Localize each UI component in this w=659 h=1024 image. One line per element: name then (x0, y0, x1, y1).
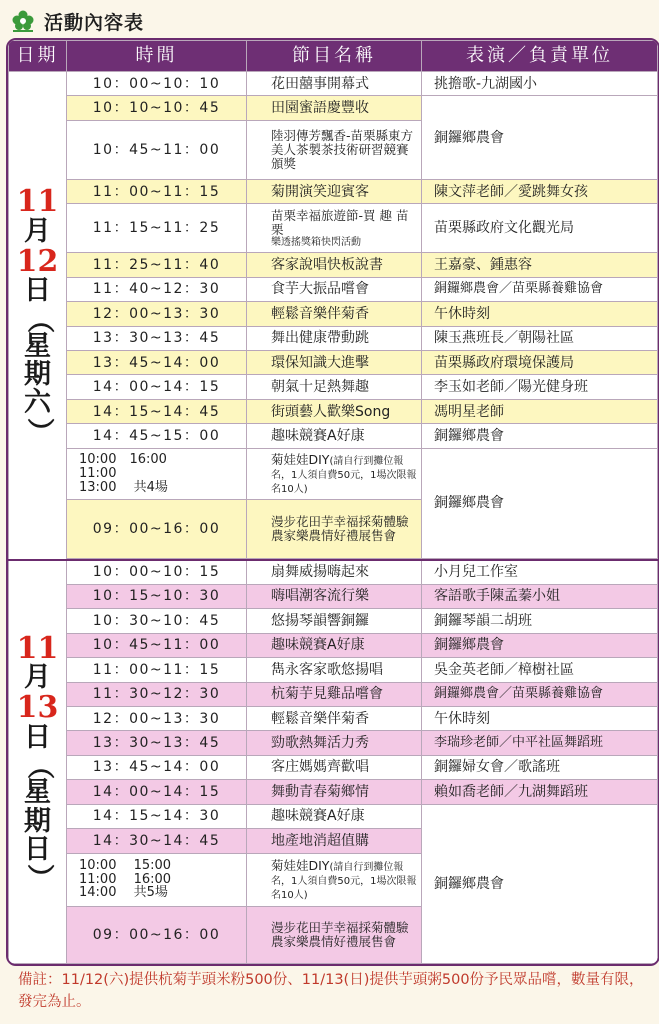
table-row (9, 584, 658, 608)
row-time: 10:00 16:00 11:00 13:00 共4場 (67, 448, 247, 499)
table-row (9, 399, 658, 423)
row-program: 悠揚琴韻響銅鑼 (247, 609, 422, 633)
row-unit: 苗栗縣政府環境保護局 (422, 351, 658, 375)
row-time: 10：45~11：00 (67, 633, 247, 657)
table-row (9, 179, 658, 203)
row-unit: 李瑞珍老師／中平社區舞蹈班 (422, 731, 658, 755)
row-program-note: (請自行到攤位報名，1人須自費50元，1場次限報名10人) (271, 455, 417, 495)
title-bar (10, 6, 144, 36)
footer-label: 備註： (18, 972, 62, 988)
row-program: 趣味競賽A好康 (247, 633, 422, 657)
row-program: 地產地消超值購 (247, 829, 422, 853)
row-program: 扇舞威揚嗨起來 (247, 560, 422, 584)
row-unit: 挑擔歌-九湖國小 (422, 72, 658, 96)
row-time: 10：30~10：45 (67, 609, 247, 633)
schedule-table (6, 38, 659, 966)
date-paren-close: ） (22, 417, 54, 445)
row-program (247, 448, 422, 499)
row-time: 14：00~14：15 (67, 375, 247, 399)
row-unit: 銅鑼鄉農會／苗栗縣養雞協會 (422, 277, 658, 301)
row-program-title: 菊娃娃DIY (271, 451, 330, 467)
table-row (9, 755, 658, 779)
row-time: 12：00~13：30 (67, 706, 247, 730)
row-time: 11：40~12：30 (67, 277, 247, 301)
table-row (9, 560, 658, 584)
row-program: 杭菊芋見雞品嚐會 (247, 682, 422, 706)
row-unit: 賴如喬老師／九湖舞蹈班 (422, 780, 658, 804)
footer-text: 11/12(六)提供杭菊芋頭米粉500份、11/13(日)提供芋頭粥500份予民眾品嚐，數量有限，發完為止。 (18, 972, 644, 1011)
date-weekday-3: 六 (24, 387, 51, 419)
row-time: 10：00~10：15 (67, 560, 247, 584)
row-unit: 小月兒工作室 (422, 560, 658, 584)
row-time: 10：15~10：30 (67, 584, 247, 608)
row-time: 14：45~15：00 (67, 424, 247, 448)
row-unit: 客語歌手陳孟蓁小姐 (422, 584, 658, 608)
row-unit: 銅鑼鄉農會 (422, 424, 658, 448)
table-row (9, 633, 658, 657)
date-paren-open: （ (22, 752, 54, 780)
table-row (9, 658, 658, 682)
date-month: 11 (16, 630, 59, 666)
row-time: 10：00~10：10 (67, 72, 247, 96)
date-weekday-2: 期 (24, 359, 51, 391)
row-program: 環保知識大進擊 (247, 351, 422, 375)
row-time: 13：30~13：45 (67, 731, 247, 755)
row-program: 舞動青春菊鄉情 (247, 780, 422, 804)
row-unit: 馮明星老師 (422, 399, 658, 423)
row-unit: 午休時刻 (422, 706, 658, 730)
row-time: 13：45~14：00 (67, 755, 247, 779)
row-time: 09：00~16：00 (67, 906, 247, 963)
row-unit: 銅鑼鄉農會 (422, 96, 658, 180)
row-program-title: 菊娃娃DIY (271, 857, 330, 873)
row-program: 菊開演笑迎賓客 (247, 179, 422, 203)
row-unit: 銅鑼鄉農會 (422, 804, 658, 963)
row-unit: 吳金英老師／樟樹社區 (422, 658, 658, 682)
row-program: 雋永客家歌悠揚唱 (247, 658, 422, 682)
table-row (9, 253, 658, 277)
row-unit: 銅鑼鄉農會／苗栗縣養雞協會 (422, 682, 658, 706)
row-unit: 銅鑼琴韻二胡班 (422, 609, 658, 633)
table-row (9, 706, 658, 730)
row-program: 趣味競賽A好康 (247, 424, 422, 448)
row-program: 嗨唱潮客流行樂 (247, 584, 422, 608)
row-time: 13：45~14：00 (67, 351, 247, 375)
date-weekday-1: 星 (24, 777, 51, 809)
row-time: 11：25~11：40 (67, 253, 247, 277)
date-month: 11 (16, 184, 59, 220)
row-program (247, 853, 422, 906)
row-program: 食芋大振品嚐會 (247, 277, 422, 301)
footer-note (18, 969, 648, 1014)
date-weekday-3: 日 (24, 833, 51, 865)
date-day-label: 日 (24, 275, 51, 307)
row-time: 14：15~14：45 (67, 399, 247, 423)
date-paren-close: ） (22, 864, 54, 892)
row-time: 11：15~11：25 (67, 204, 247, 253)
table-header-row (9, 41, 658, 72)
row-program-note: (請自行到攤位報名，1人須自費50元，1場次限報名10人) (271, 861, 417, 901)
row-program: 漫步花田芋幸福採菊體驗農家樂農情好禮展售會 (247, 906, 422, 963)
row-time: 09：00~16：00 (67, 499, 247, 558)
date-weekday-1: 星 (24, 330, 51, 362)
row-time: 10：10~10：45 (67, 96, 247, 120)
page-title: 活動內容表 (44, 11, 145, 34)
row-time: 10:00 15:00 11:00 16:00 14:00 共5場 (67, 853, 247, 906)
col-header-program: 節目名稱 (247, 41, 422, 72)
date-cell-day1 (9, 72, 67, 560)
table-row (9, 375, 658, 399)
table-row (9, 804, 658, 828)
row-program-title: 苗栗幸福旅遊節-買 趣 苗 栗 (271, 208, 409, 237)
date-month-label: 月 (24, 662, 51, 694)
row-time: 11：00~11：15 (67, 658, 247, 682)
row-time: 11：30~12：30 (67, 682, 247, 706)
date-month-label: 月 (24, 215, 51, 247)
row-program-note: 樂透搖獎箱快閃活動 (271, 236, 361, 248)
date-paren-open: （ (22, 305, 54, 333)
date-weekday-2: 期 (24, 805, 51, 837)
row-unit: 陳玉燕班長／朝陽社區 (422, 326, 658, 350)
row-program: 勁歌熱舞活力秀 (247, 731, 422, 755)
table-row (9, 302, 658, 326)
table-row (9, 326, 658, 350)
row-program: 花田囍事開幕式 (247, 72, 422, 96)
row-program: 舞出健康帶動跳 (247, 326, 422, 350)
row-time: 10：45~11：00 (67, 120, 247, 179)
row-unit: 陳文萍老師／愛跳舞女孩 (422, 179, 658, 203)
row-program: 輕鬆音樂伴菊香 (247, 706, 422, 730)
date-day: 13 (16, 690, 59, 726)
col-header-date: 日期 (9, 41, 67, 72)
table-row (9, 780, 658, 804)
row-time: 11：00~11：15 (67, 179, 247, 203)
table-row (9, 72, 658, 96)
row-unit: 午休時刻 (422, 302, 658, 326)
table-row (9, 424, 658, 448)
row-unit: 苗栗縣政府文化觀光局 (422, 204, 658, 253)
row-program: 趣味競賽A好康 (247, 804, 422, 828)
date-day: 12 (16, 243, 59, 279)
row-time: 14：30~14：45 (67, 829, 247, 853)
row-unit: 李玉如老師／陽光健身班 (422, 375, 658, 399)
row-program: 田園蜜語慶豐收 (247, 96, 422, 120)
row-time: 14：15~14：30 (67, 804, 247, 828)
row-program: 客家說唱快板說書 (247, 253, 422, 277)
flower-icon (10, 8, 36, 34)
table-row (9, 682, 658, 706)
row-program (247, 204, 422, 253)
row-program: 朝氣十足熱舞趣 (247, 375, 422, 399)
row-unit: 王嘉豪、鍾惠容 (422, 253, 658, 277)
table-row (9, 351, 658, 375)
table-row (9, 731, 658, 755)
row-program: 客庄媽媽齊歡唱 (247, 755, 422, 779)
table-row (9, 609, 658, 633)
row-time: 14：00~14：15 (67, 780, 247, 804)
table-row (9, 96, 658, 120)
row-program: 街頭藝人歡樂Song (247, 399, 422, 423)
row-program: 陸羽傳芳飄香-苗栗縣東方美人茶製茶技術研習競賽頒獎 (247, 120, 422, 179)
table-row (9, 448, 658, 499)
date-cell-day2 (9, 560, 67, 964)
row-program: 漫步花田芋幸福採菊體驗農家樂農情好禮展售會 (247, 499, 422, 558)
col-header-unit: 表演／負責單位 (422, 41, 658, 72)
row-unit: 銅鑼婦女會／歌謠班 (422, 755, 658, 779)
table-row (9, 277, 658, 301)
row-program: 輕鬆音樂伴菊香 (247, 302, 422, 326)
table-row (9, 204, 658, 253)
col-header-time: 時間 (67, 41, 247, 72)
row-unit: 銅鑼鄉農會 (422, 633, 658, 657)
date-day-label: 日 (24, 721, 51, 753)
row-unit: 銅鑼鄉農會 (422, 448, 658, 558)
row-time: 12：00~13：30 (67, 302, 247, 326)
row-time: 13：30~13：45 (67, 326, 247, 350)
